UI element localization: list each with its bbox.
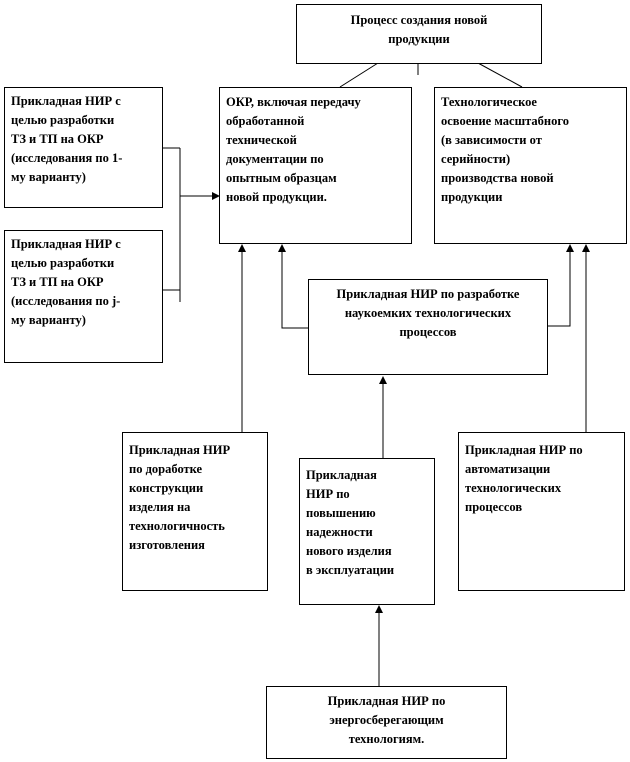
tech-mastering-box: Технологическое освоение масштабного (в зависимости от серийности) производства новой продукции [434,87,627,244]
arrow-knowledge-to-okr [282,245,308,328]
reliability-nir-box: Прикладная НИР по повышению надежности нового изделия в эксплуатации [299,458,435,605]
arrow-knowledge-to-tech [548,245,570,326]
nir-variant-1-box: Прикладная НИР с целью разработки ТЗ и ТП на ОКР (исследования по 1- му варианту) [4,87,163,208]
energy-saving-nir-box: Прикладная НИР по энергосберегающим технологиям. [266,686,507,759]
automation-nir-box: Прикладная НИР по автоматизации технологических процессов [458,432,625,591]
new-product-process-box: Процесс создания новой продукции [296,4,542,64]
knowledge-intensive-nir-box: Прикладная НИР по разработке наукоемких технологических процессов [308,279,548,375]
connector-top-to-tech [478,63,522,87]
design-improvement-nir-box: Прикладная НИР по доработке конструкции изделия на технологичность изготовления [122,432,268,591]
nir-variant-j-box: Прикладная НИР с целью разработки ТЗ и ТП на ОКР (исследования по j- му варианту) [4,230,163,363]
connector-top-to-okr [340,63,378,87]
okr-box: ОКР, включая передачу обработанной технической документации по опытным образцам новой продукции. [219,87,412,244]
